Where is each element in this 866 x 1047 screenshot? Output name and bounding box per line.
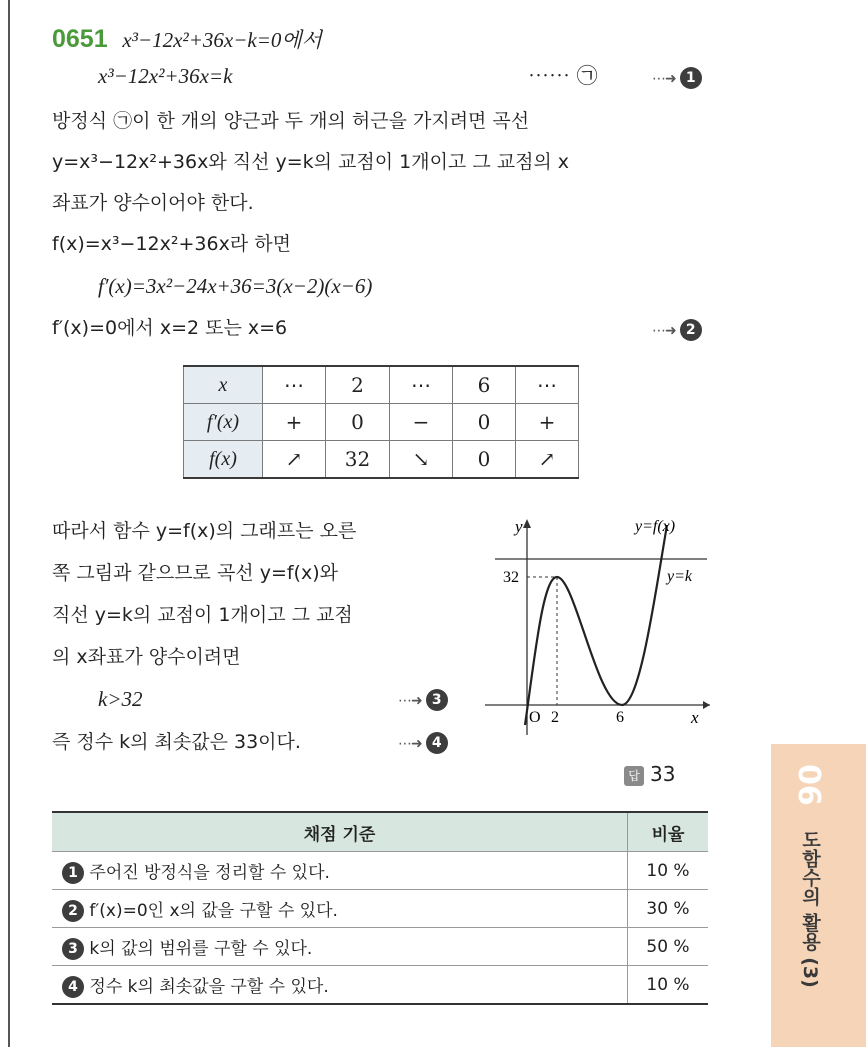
table-head-cell: x <box>184 366 263 404</box>
step-badge: 4 <box>426 732 448 754</box>
conclusion-line: 따라서 함수 y=f(x)의 그래프는 오른 <box>52 520 357 542</box>
derivative-line <box>98 272 372 300</box>
step-marker-4 <box>398 721 448 765</box>
left-margin-rule <box>8 0 10 1047</box>
answer-icon: 답 <box>624 766 644 786</box>
table-cell: ⋯ <box>263 366 326 404</box>
table-cell: 0 <box>326 404 390 441</box>
text-line-2: y=x³−12x²+36x와 직선 y=k의 교점이 1개이고 그 교점의 x <box>52 151 570 173</box>
grading-ratio: 50 % <box>628 928 709 966</box>
conclusion-inequality-line <box>52 678 457 721</box>
table-cell: 2 <box>326 366 390 404</box>
step-badge: 1 <box>680 67 702 89</box>
conclusion-final-line <box>52 721 457 763</box>
table-cell: 32 <box>326 441 390 479</box>
step-arrow-icon: ⋯➜ <box>652 323 676 339</box>
table-head-cell: f′(x) <box>184 404 263 441</box>
step-marker-1 <box>652 62 702 93</box>
table-row <box>184 404 579 441</box>
x-axis-arrow-icon <box>703 701 710 709</box>
table-row <box>52 928 708 966</box>
step-badge: 3 <box>426 689 448 711</box>
table-cell: 0 <box>453 441 516 479</box>
grading-header-ratio: 비율 <box>628 812 709 852</box>
step-marker-3 <box>398 678 448 722</box>
inequality: k>32 <box>98 687 143 711</box>
text-line-3: 좌표가 양수이어야 한다. <box>52 192 254 214</box>
table-cell: + <box>516 404 579 441</box>
y-axis-arrow-icon <box>523 519 531 528</box>
grading-ratio: 10 % <box>628 966 709 1005</box>
grading-table <box>52 811 708 1005</box>
criterion-text: 주어진 방정식을 정리할 수 있다. <box>89 862 330 883</box>
step-arrow-icon: ⋯➜ <box>398 693 422 709</box>
criterion-text: k의 값의 범위를 구할 수 있다. <box>89 938 313 959</box>
table-row <box>184 441 579 479</box>
table-cell: 6 <box>453 366 516 404</box>
text-line-6: f′(x)=0에서 x=2 또는 x=6 <box>52 317 288 339</box>
tick-label-32: 32 <box>503 569 519 586</box>
table-head-cell: f(x) <box>184 441 263 479</box>
conclusion-line: 쪽 그림과 같으므로 곡선 y=f(x)와 <box>52 562 338 584</box>
grading-ratio: 10 % <box>628 852 709 890</box>
grading-criterion <box>52 852 628 890</box>
cubic-graph <box>485 515 715 740</box>
table-cell: + <box>263 404 326 441</box>
tick-label-6: 6 <box>616 709 624 726</box>
table-cell: ⋯ <box>390 366 453 404</box>
table-cell: ↗ <box>516 441 579 479</box>
conclusion-line: 직선 y=k의 교점이 1개이고 그 교점 <box>52 604 353 626</box>
table-row <box>52 852 708 890</box>
grading-ratio: 30 % <box>628 890 709 928</box>
table-cell: 0 <box>453 404 516 441</box>
chapter-number: 06 <box>791 764 826 806</box>
table-cell: ⋯ <box>516 366 579 404</box>
equation-1: x³−12x²+36x−k=0에서 <box>122 28 322 52</box>
criterion-text: f′(x)=0인 x의 값을 구할 수 있다. <box>89 900 338 921</box>
problem-line-1 <box>52 25 322 54</box>
problem-line-2 <box>98 62 232 90</box>
origin-label: O <box>529 709 541 726</box>
x-axis-label: x <box>691 708 699 727</box>
problem-number: 0651 <box>52 25 108 53</box>
table-cell: ↗ <box>263 441 326 479</box>
step-arrow-icon: ⋯➜ <box>652 71 676 87</box>
grading-criterion <box>52 928 628 966</box>
table-row <box>52 890 708 928</box>
final-statement: 즉 정수 k의 최솟값은 33이다. <box>52 731 301 753</box>
answer <box>624 762 675 786</box>
table-cell: ↘ <box>390 441 453 479</box>
step-badge: 1 <box>62 862 84 884</box>
grading-criterion <box>52 966 628 1005</box>
derivative-equation: f′(x)=3x²−24x+36=3(x−2)(x−6) <box>98 274 373 298</box>
step-badge: 2 <box>680 319 702 341</box>
grading-header-row <box>52 812 708 852</box>
step-badge: 4 <box>62 976 84 998</box>
step-arrow-icon: ⋯➜ <box>398 736 422 752</box>
table-row <box>52 966 708 1005</box>
text-line-1: 방정식 ㉠이 한 개의 양근과 두 개의 허근을 가지려면 곡선 <box>52 110 530 132</box>
cubic-curve <box>525 525 667 725</box>
step-badge: 3 <box>62 938 84 960</box>
conclusion-paragraph <box>52 510 457 763</box>
conclusion-line: 의 x좌표가 양수이려면 <box>52 646 241 668</box>
answer-value: 33 <box>650 762 676 786</box>
chapter-title: 도함수의 활용 (3) <box>799 830 821 988</box>
step-marker-2 <box>652 314 702 345</box>
table-cell: − <box>390 404 453 441</box>
table-row <box>184 366 579 404</box>
criterion-text: 정수 k의 최솟값을 구할 수 있다. <box>89 976 329 997</box>
equation-2: x³−12x²+36x=k <box>98 64 233 88</box>
grading-criterion <box>52 890 628 928</box>
chapter-side-tab <box>771 744 866 1047</box>
curve-label: y=f(x) <box>635 518 676 535</box>
grading-header-criteria: 채점 기준 <box>52 812 628 852</box>
text-line-4: f(x)=x³−12x²+36x라 하면 <box>52 233 291 255</box>
y-axis-label: y <box>515 517 523 536</box>
equation-mark: ⋯⋯ ㉠ <box>528 64 598 88</box>
step-badge: 2 <box>62 900 84 922</box>
line-label: y=k <box>667 568 692 585</box>
tick-label-2: 2 <box>551 709 559 726</box>
increase-decrease-table <box>183 365 579 479</box>
